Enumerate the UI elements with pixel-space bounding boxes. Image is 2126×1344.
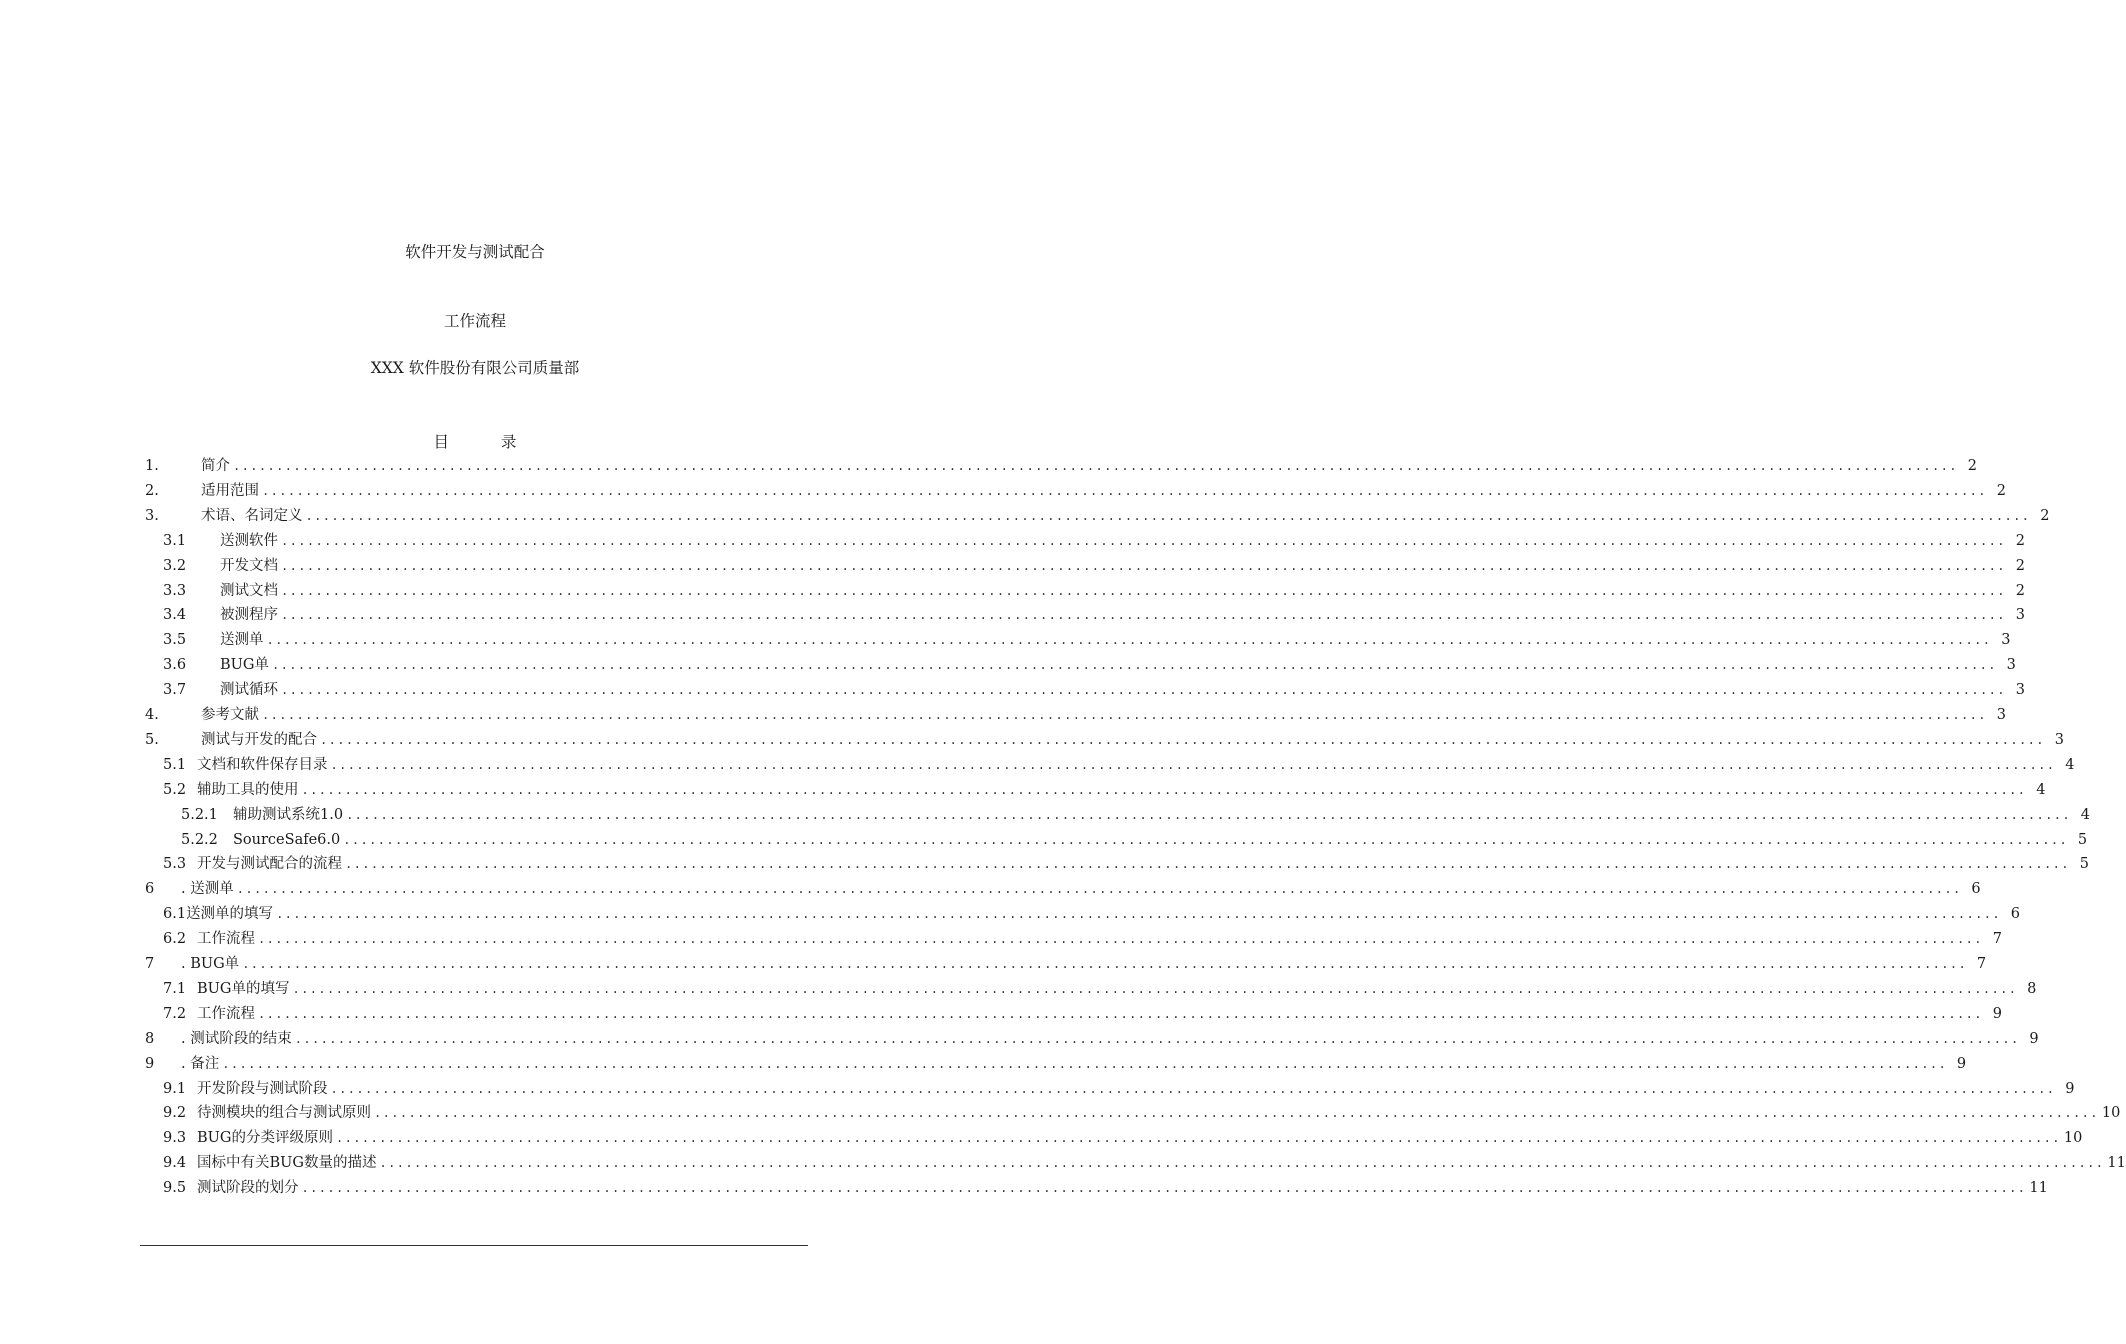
toc-leader-dots: ........................................................................................................................................................................................................	[222, 1056, 1948, 1071]
toc-entry-title: BUG的分类评级原则	[197, 1130, 333, 1147]
toc-leader-dots: ........................................................................................................................................................................................................	[262, 708, 1987, 722]
toc-entry-page: 2	[2015, 557, 2025, 574]
toc-leader-dots: ........................................................................................................................................................................................................	[379, 1156, 2105, 1171]
toc-entry-title: . 备注	[181, 1055, 220, 1072]
toc-entry-page: 4	[2080, 806, 2090, 823]
toc-entry-number: 3.1	[163, 532, 187, 549]
toc-leader-dots: ........................................................................................................................................................................................................	[281, 558, 2006, 573]
toc-leader-dots: ........................................................................................................................................................................................................	[281, 533, 2006, 548]
toc-entry-number: 4.	[145, 707, 159, 723]
toc-entry[interactable]	[145, 703, 2006, 727]
toc-entry[interactable]	[163, 852, 2089, 876]
toc-entry-title: 适用范围	[201, 482, 259, 499]
toc-entry-page: 3	[1996, 707, 2006, 723]
toc-entry[interactable]	[145, 479, 2006, 503]
toc-entry-title: 辅助工具的使用	[197, 781, 299, 798]
toc-entry-page: 10	[2063, 1130, 2083, 1147]
toc-entry-page: 3	[2054, 731, 2064, 748]
toc-entry-number: 9.3	[163, 1130, 187, 1147]
toc-entry[interactable]	[145, 952, 1987, 976]
toc-entry[interactable]	[163, 1151, 2126, 1175]
document-subtitle: 工作流程	[443, 312, 506, 330]
toc-entry-page: 6	[2010, 906, 2020, 923]
toc-entry-page: 7	[1992, 931, 2002, 948]
toc-entry-number: 9	[145, 1055, 155, 1072]
toc-entry[interactable]	[163, 977, 2037, 1001]
toc-entry[interactable]	[163, 579, 2025, 603]
toc-leader-dots: ........................................................................................................................................................................................................	[281, 683, 2006, 698]
toc-entry[interactable]	[163, 628, 2011, 652]
toc-entry-page: 11	[2029, 1180, 2048, 1197]
toc-entry-title: SourceSafe6.0	[233, 831, 341, 848]
toc-leader-dots: ........................................................................................................................................................................................................	[345, 857, 2070, 872]
toc-entry-number: 5.2.1	[181, 806, 218, 823]
toc-leader-dots: ........................................................................................................................................................................................................	[305, 508, 2031, 523]
toc-leader-dots: ........................................................................................................................................................................................................	[330, 757, 2056, 772]
toc-entry-number: 3.	[145, 507, 159, 524]
toc-entry[interactable]	[163, 603, 2025, 627]
toc-entry-title: 文档和软件保存目录	[197, 756, 328, 773]
toc-entry-number: 5.2.2	[181, 831, 218, 848]
toc-entry-page: 2	[2040, 507, 2050, 524]
toc-leader-dots: ........................................................................................................................................................................................................	[294, 1031, 2020, 1046]
toc-entry-title: 工作流程	[197, 931, 255, 948]
toc-leader-dots: ........................................................................................................................................................................................................	[330, 1081, 2056, 1096]
toc-entry-title: 工作流程	[197, 1005, 255, 1022]
toc-entry-title: 送测单的填写	[186, 906, 274, 923]
toc-entry-number: 2.	[145, 482, 159, 499]
toc-entry-title: BUG单	[220, 657, 269, 674]
toc-entry[interactable]	[145, 504, 2050, 528]
toc-entry[interactable]	[163, 554, 2025, 578]
toc-entry-title: . 测试阶段的结束	[181, 1030, 292, 1047]
toc-entry-title: . 送测单	[181, 881, 234, 898]
toc-entry[interactable]	[163, 778, 2046, 802]
toc-entry[interactable]	[163, 1002, 2002, 1026]
toc-entry-page: 2	[2015, 532, 2025, 549]
toc-entry[interactable]	[145, 1052, 1967, 1076]
toc-leader-dots: ........................................................................................................................................................................................................	[266, 633, 1992, 648]
toc-entry-title: 辅助测试系统1.0	[233, 806, 344, 823]
toc-entry-page: 3	[2015, 682, 2025, 699]
toc-entry[interactable]	[145, 1027, 2039, 1051]
toc-entry-page: 9	[2065, 1080, 2075, 1097]
toc-entry-number: 5.	[145, 731, 159, 748]
toc-entry[interactable]	[145, 728, 2064, 752]
toc-entry-title: 测试与开发的配合	[201, 731, 317, 748]
toc-leader-dots: ........................................................................................................................................................................................................	[271, 658, 1997, 673]
toc-entry-number: 3.4	[163, 607, 187, 624]
toc-entry[interactable]	[163, 902, 2020, 926]
toc-entry-page: 9	[1992, 1005, 2002, 1022]
toc-entry[interactable]	[163, 1176, 2048, 1200]
toc-entry-page: 9	[2029, 1030, 2039, 1047]
toc-leader-dots: ........................................................................................................................................................................................................	[242, 957, 1968, 971]
toc-entry[interactable]	[145, 454, 1977, 478]
toc-entry-title: BUG单的填写	[197, 980, 290, 997]
toc-entry-number: 3.6	[163, 657, 187, 674]
toc-leader-dots: ........................................................................................................................................................................................................	[233, 459, 1958, 473]
toc-leader-dots: ........................................................................................................................................................................................................	[281, 608, 2006, 623]
toc-entry-page: 2	[2015, 582, 2025, 599]
toc-entry-number: 3.2	[163, 557, 187, 574]
toc-entry-page: 4	[2036, 781, 2046, 798]
toc-entry-page: 7	[1976, 956, 1987, 972]
toc-entry-page: 6	[1971, 881, 1981, 898]
toc-entry[interactable]	[163, 653, 2016, 677]
toc-entry-number: 1.	[145, 458, 159, 474]
toc-entry-number: 7	[145, 956, 155, 972]
toc-entry-number: 6.1	[163, 906, 187, 923]
toc-entry-page: 9	[1956, 1055, 1967, 1072]
toc-entry-page: 5	[2079, 856, 2089, 873]
toc-entry-page: 2	[1967, 458, 1977, 474]
toc-entry-page: 5	[2077, 831, 2088, 848]
toc-entry-title: 简介	[201, 458, 230, 474]
toc-entry-number: 3.7	[163, 682, 187, 699]
toc-entry-number: 9.4	[163, 1155, 187, 1172]
toc-entry-number: 5.1	[163, 756, 187, 773]
toc-entry-number: 3.3	[163, 582, 187, 599]
toc-leader-dots: ........................................................................................................................................................................................................	[301, 782, 2027, 797]
toc-leader-dots: ........................................................................................................................................................................................................	[301, 1181, 2027, 1196]
toc-heading-right: 录	[501, 433, 517, 451]
toc-entry-title: . BUG单	[181, 956, 240, 972]
toc-entry-number: 5.2	[163, 781, 187, 798]
toc-leader-dots: ........................................................................................................................................................................................................	[258, 932, 1983, 947]
toc-leader-dots: ........................................................................................................................................................................................................	[262, 483, 1987, 498]
toc-entry[interactable]	[163, 529, 2025, 553]
toc-entry-number: 9.2	[163, 1105, 187, 1122]
toc-leader-dots: ........................................................................................................................................................................................................	[281, 583, 2006, 598]
document-title: 软件开发与测试配合	[405, 243, 545, 261]
toc-entry-title: 国标中有关BUG数量的描述	[197, 1155, 377, 1172]
toc-leader-dots: ........................................................................................................................................................................................................	[374, 1106, 2099, 1121]
toc-entry-number: 5.3	[163, 856, 187, 873]
toc-leader-dots: ........................................................................................................................................................................................................	[343, 832, 2069, 847]
toc-entry-title: 测试文档	[220, 582, 278, 599]
toc-entry-page: 8	[2027, 980, 2037, 997]
toc-entry-title: 开发文档	[220, 557, 278, 574]
toc-entry[interactable]	[163, 678, 2025, 702]
toc-entry-page: 2	[1996, 482, 2006, 499]
toc-entry[interactable]	[181, 828, 2088, 852]
toc-entry-number: 7.1	[163, 980, 187, 997]
toc-entry-number: 6.2	[163, 931, 187, 948]
toc-leader-dots: ........................................................................................................................................................................................................	[346, 807, 2071, 822]
toc-heading-left: 目	[433, 433, 449, 451]
toc-entry-title: 开发与测试配合的流程	[197, 856, 342, 873]
toc-leader-dots: ........................................................................................................................................................................................................	[236, 882, 1962, 897]
toc-entry[interactable]	[163, 927, 2002, 951]
toc-leader-dots: ........................................................................................................................................................................................................	[335, 1131, 2061, 1146]
toc-leader-dots: ........................................................................................................................................................................................................	[258, 1006, 1983, 1021]
toc-leader-dots: ........................................................................................................................................................................................................	[292, 981, 2018, 996]
toc-entry[interactable]	[163, 1077, 2075, 1101]
toc-entry-title: 参考文献	[201, 707, 259, 723]
document-organization: XXX 软件股份有限公司质量部	[370, 359, 580, 377]
toc-entry-number: 9.1	[163, 1080, 187, 1097]
toc-entry-title: 送测软件	[220, 532, 278, 549]
footer-rule	[140, 1245, 808, 1246]
toc-entry-page: 11	[2107, 1155, 2126, 1172]
toc-leader-dots: ........................................................................................................................................................................................................	[276, 907, 2001, 922]
toc-entry-title: 待测模块的组合与测试原则	[197, 1105, 371, 1122]
toc-entry-page: 3	[2006, 657, 2016, 674]
toc-entry-number: 7.2	[163, 1005, 187, 1022]
toc-entry-page: 4	[2065, 756, 2075, 773]
toc-entry-title: 术语、名词定义	[201, 507, 303, 524]
toc-entry-page: 10	[2101, 1105, 2121, 1122]
toc-leader-dots: ........................................................................................................................................................................................................	[320, 732, 2045, 747]
toc-entry-title: 开发阶段与测试阶段	[197, 1080, 328, 1097]
toc-entry-number: 6	[145, 881, 155, 898]
toc-heading	[0, 430, 950, 452]
toc-entry-title: 送测单	[220, 632, 264, 649]
toc-entry-title: 被测程序	[220, 607, 278, 624]
toc-entry-page: 3	[2015, 607, 2025, 624]
toc-entry[interactable]	[163, 1101, 2121, 1125]
toc-entry-number: 8	[145, 1030, 155, 1047]
toc-entry[interactable]	[145, 877, 1981, 901]
toc-entry-number: 3.5	[163, 632, 187, 649]
toc-entry-page: 3	[2001, 632, 2011, 649]
toc-entry-title: 测试循环	[220, 682, 278, 699]
toc-entry-title: 测试阶段的划分	[197, 1180, 299, 1197]
toc-entry-number: 9.5	[163, 1180, 187, 1197]
toc-entry[interactable]	[163, 753, 2075, 777]
toc-entry[interactable]	[163, 1126, 2083, 1150]
toc-entry[interactable]	[181, 803, 2090, 827]
